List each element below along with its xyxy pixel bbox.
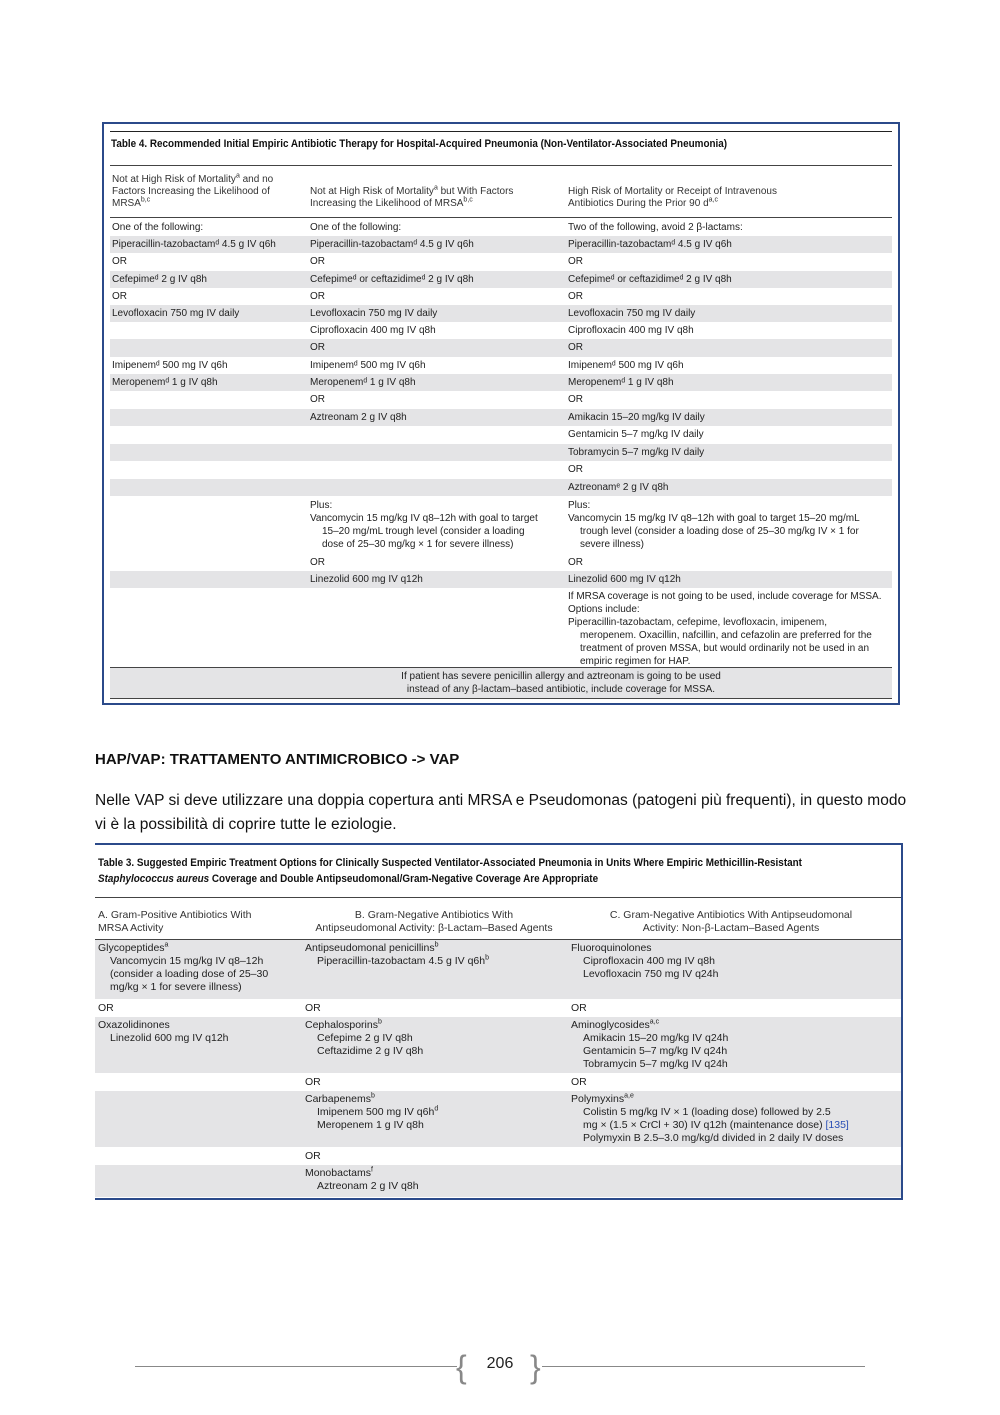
section-heading: HAP/VAP: TRATTAMENTO ANTIMICROBICO -> VAP (95, 751, 460, 768)
header-bottom-rule (110, 217, 892, 218)
table-3-header-b: B. Gram-Negative Antibiotics With Antipseudomonal Activity: β-Lactam–Based Agents (315, 909, 553, 934)
table-row: OR OR OR (98, 1002, 587, 1014)
table-4-footnote: If patient has severe penicillin allergy and aztreonam is going to be used instead of any β-lactam–based antibiotic, include coverage for MSSA. (110, 668, 892, 698)
table-4-header-col2: Not at High Risk of Mortality$^a$ but With Factors Increasing the Likelihood of MRSA$^{b,c}$ (310, 184, 514, 209)
table-row: Tobramycin 5–7 mg/kg IV daily (110, 444, 892, 461)
table-row (95, 1165, 901, 1197)
table-row-mssa-note (110, 588, 892, 668)
table-3 (95, 843, 903, 1200)
cephalosporins-cell: Cephalosporins$^b$ Cefepime 2 g IV q8h Ceftazidime 2 g IV q8h (305, 1018, 424, 1057)
table-row: Levofloxacin 750 mg IV daily Levofloxacin 750 mg IV daily Levofloxacin 750 mg IV daily (110, 305, 892, 322)
aminoglycosides-cell: Aminoglycosides$^{a,c}$ Amikacin 15–20 mg/kg IV q24h Gentamicin 5–7 mg/kg IV q24h Tobramycin 5–7 mg/kg IV q24h (571, 1018, 729, 1070)
table-row: OR OR (110, 339, 892, 357)
table-3-header-a: A. Gram-Positive Antibiotics With MRSA Activity (98, 909, 252, 934)
table-row: Imipenemᵈ 500 mg IV q6h Imipenemᵈ 500 mg IV q6h Imipenemᵈ 500 mg IV q6h (112, 360, 684, 371)
mssa-note: If MRSA coverage is not going to be used, include coverage for MSSA. Options include: Piperacillin-tazobactam, cefepime, levofloxacin, imipenem, meropenem. Oxacillin, nafcillin, and cefazolin are preferred for the treatment of proven MSSA, but would ordinarily not be used in an empiric regimen for HAP. (568, 591, 882, 667)
right-brace-icon: } (530, 1349, 541, 1385)
fluoroquinolones-cell: Fluoroquinolones Ciprofloxacin 400 mg IV q8h Levofloxacin 750 mg IV q24h (571, 942, 719, 980)
reference-link[interactable]: [135] (825, 1119, 849, 1131)
carbapenems-cell: Carbapenems$^b$ Imipenem 500 mg IV $q6h^d$ Meropenem 1 g IV q8h (305, 1092, 439, 1131)
header-rule (95, 897, 901, 898)
table-row (95, 1017, 901, 1073)
table-4-header-col1: Not at High Risk of Mortality$^a$ and no Factors Increasing the Likelihood of MRSA$^{b,c}$ (112, 172, 274, 209)
table-row: OR (568, 464, 583, 475)
table-row: Cefepimeᵈ 2 g IV q8h Cefepimeᵈ or ceftazidimeᵈ 2 g IV q8h Cefepimeᵈ or ceftazidimeᵈ 2 g IV q8h (110, 271, 892, 288)
table-row: OR OR OR (112, 291, 583, 302)
table-row (95, 1091, 901, 1147)
table-row: Linezolid 600 mg IV q12h Linezolid 600 mg IV q12h (110, 571, 892, 588)
table-top-rule (110, 131, 892, 132)
plus-vancomycin-col3: Plus: Vancomycin 15 mg/kg IV q8–12h with goal to target 15–20 mg/mL trough level (consider a loading dose of 25–30 mg/kg IV × 1 for severe illness) (568, 500, 860, 550)
table-bottom-rule (110, 698, 892, 699)
polymyxins-cell: Polymyxins$^{a,e}$ Colistin 5 mg/kg IV × 1 (loading dose) followed by 2.5 mg × (1.5 × CrCl + 30) IV q12h (maintenance dose) [135] Polymyxin B 2.5–3.0 mg/kg/d divided in 2 daily IV doses (571, 1092, 849, 1144)
oxazolidinones-cell: Oxazolidinones Linezolid 600 mg IV q12h (98, 1019, 229, 1044)
table-4-title: Table 4. Recommended Initial Empiric Antibiotic Therapy for Hospital-Acquired Pneumonia (Non-Ventilator-Associated Pneumonia) (111, 138, 728, 150)
table-row-plus (110, 497, 892, 553)
penicillins-cell: Antipseudomonal penicillins$^b$ Piperacillin-tazobactam 4.5 g IV $q6h^b$ (305, 941, 489, 967)
table-4 (102, 122, 900, 705)
monobactams-cell: Monobactams$^f$ Aztreonam 2 g IV q8h (305, 1166, 419, 1192)
table-row: Aztreonam 2 g IV q8h Amikacin 15–20 mg/kg IV daily (110, 409, 892, 426)
table-row: Ciprofloxacin 400 mg IV q8h Ciprofloxacin 400 mg IV q8h (310, 325, 694, 336)
table-row: OR OR OR (112, 256, 583, 267)
footer-rule-right (542, 1366, 865, 1367)
table-row (95, 940, 901, 999)
table-row: OR (305, 1150, 321, 1162)
table-row: Aztreonamᵉ 2 g IV q8h (110, 479, 892, 496)
header-rule (110, 165, 892, 166)
table-row: Gentamicin 5–7 mg/kg IV daily (568, 429, 704, 440)
page-number: 206 (486, 1355, 514, 1372)
glycopeptides-cell: Glycopeptides$^a$ Vancomycin 15 mg/kg IV q8–12h (consider a loading dose of 25–30 mg/kg × 1 for severe illness) (98, 941, 269, 993)
body-paragraph: Nelle VAP si deve utilizzare una doppia copertura anti MRSA e Pseudomonas (patogeni più frequenti), in questo modo vi è la possibilità di coprire tutte le eziologie. (95, 792, 907, 833)
table-row: OR OR (305, 1076, 587, 1088)
table-3-title: Table 3. Suggested Empiric Treatment Options for Clinically Suspected Ventilator-Associated Pneumonia in Units Where Empiric Methicillin-Resistant Staphylococcus aureus Coverage and Double Antipseudomonal/Gram-Negative Coverage Are Appropriate (98, 857, 802, 885)
table-row: OR OR (310, 557, 583, 568)
footer-rule-left (135, 1366, 457, 1367)
plus-vancomycin-col2: Plus: Vancomycin 15 mg/kg IV q8–12h with goal to target 15–20 mg/mL trough level (consider a loading dose of 25–30 mg/kg × 1 for severe illness) (310, 500, 538, 550)
table-row: Piperacillin-tazobactamᵈ 4.5 g IV q6h Piperacillin-tazobactamᵈ 4.5 g IV q6h Piperacillin-tazobactamᵈ 4.5 g IV q6h (110, 236, 892, 253)
table-row: OR OR (310, 394, 583, 405)
left-brace-icon: { (456, 1349, 467, 1385)
table-row: Meropenemᵈ 1 g IV q8h Meropenemᵈ 1 g IV q8h Meropenemᵈ 1 g IV q8h (110, 374, 892, 391)
table-4-header-col3: High Risk of Mortality or Receipt of Intravenous Antibiotics During the Prior 90 $d^{a,c}$ (568, 186, 777, 209)
table-row: One of the following: One of the following: Two of the following, avoid 2 β-lactams: (112, 222, 743, 233)
table-3-header-c: C. Gram-Negative Antibiotics With Antipseudomonal Activity: Non-β-Lactam–Based Agents (609, 909, 853, 934)
